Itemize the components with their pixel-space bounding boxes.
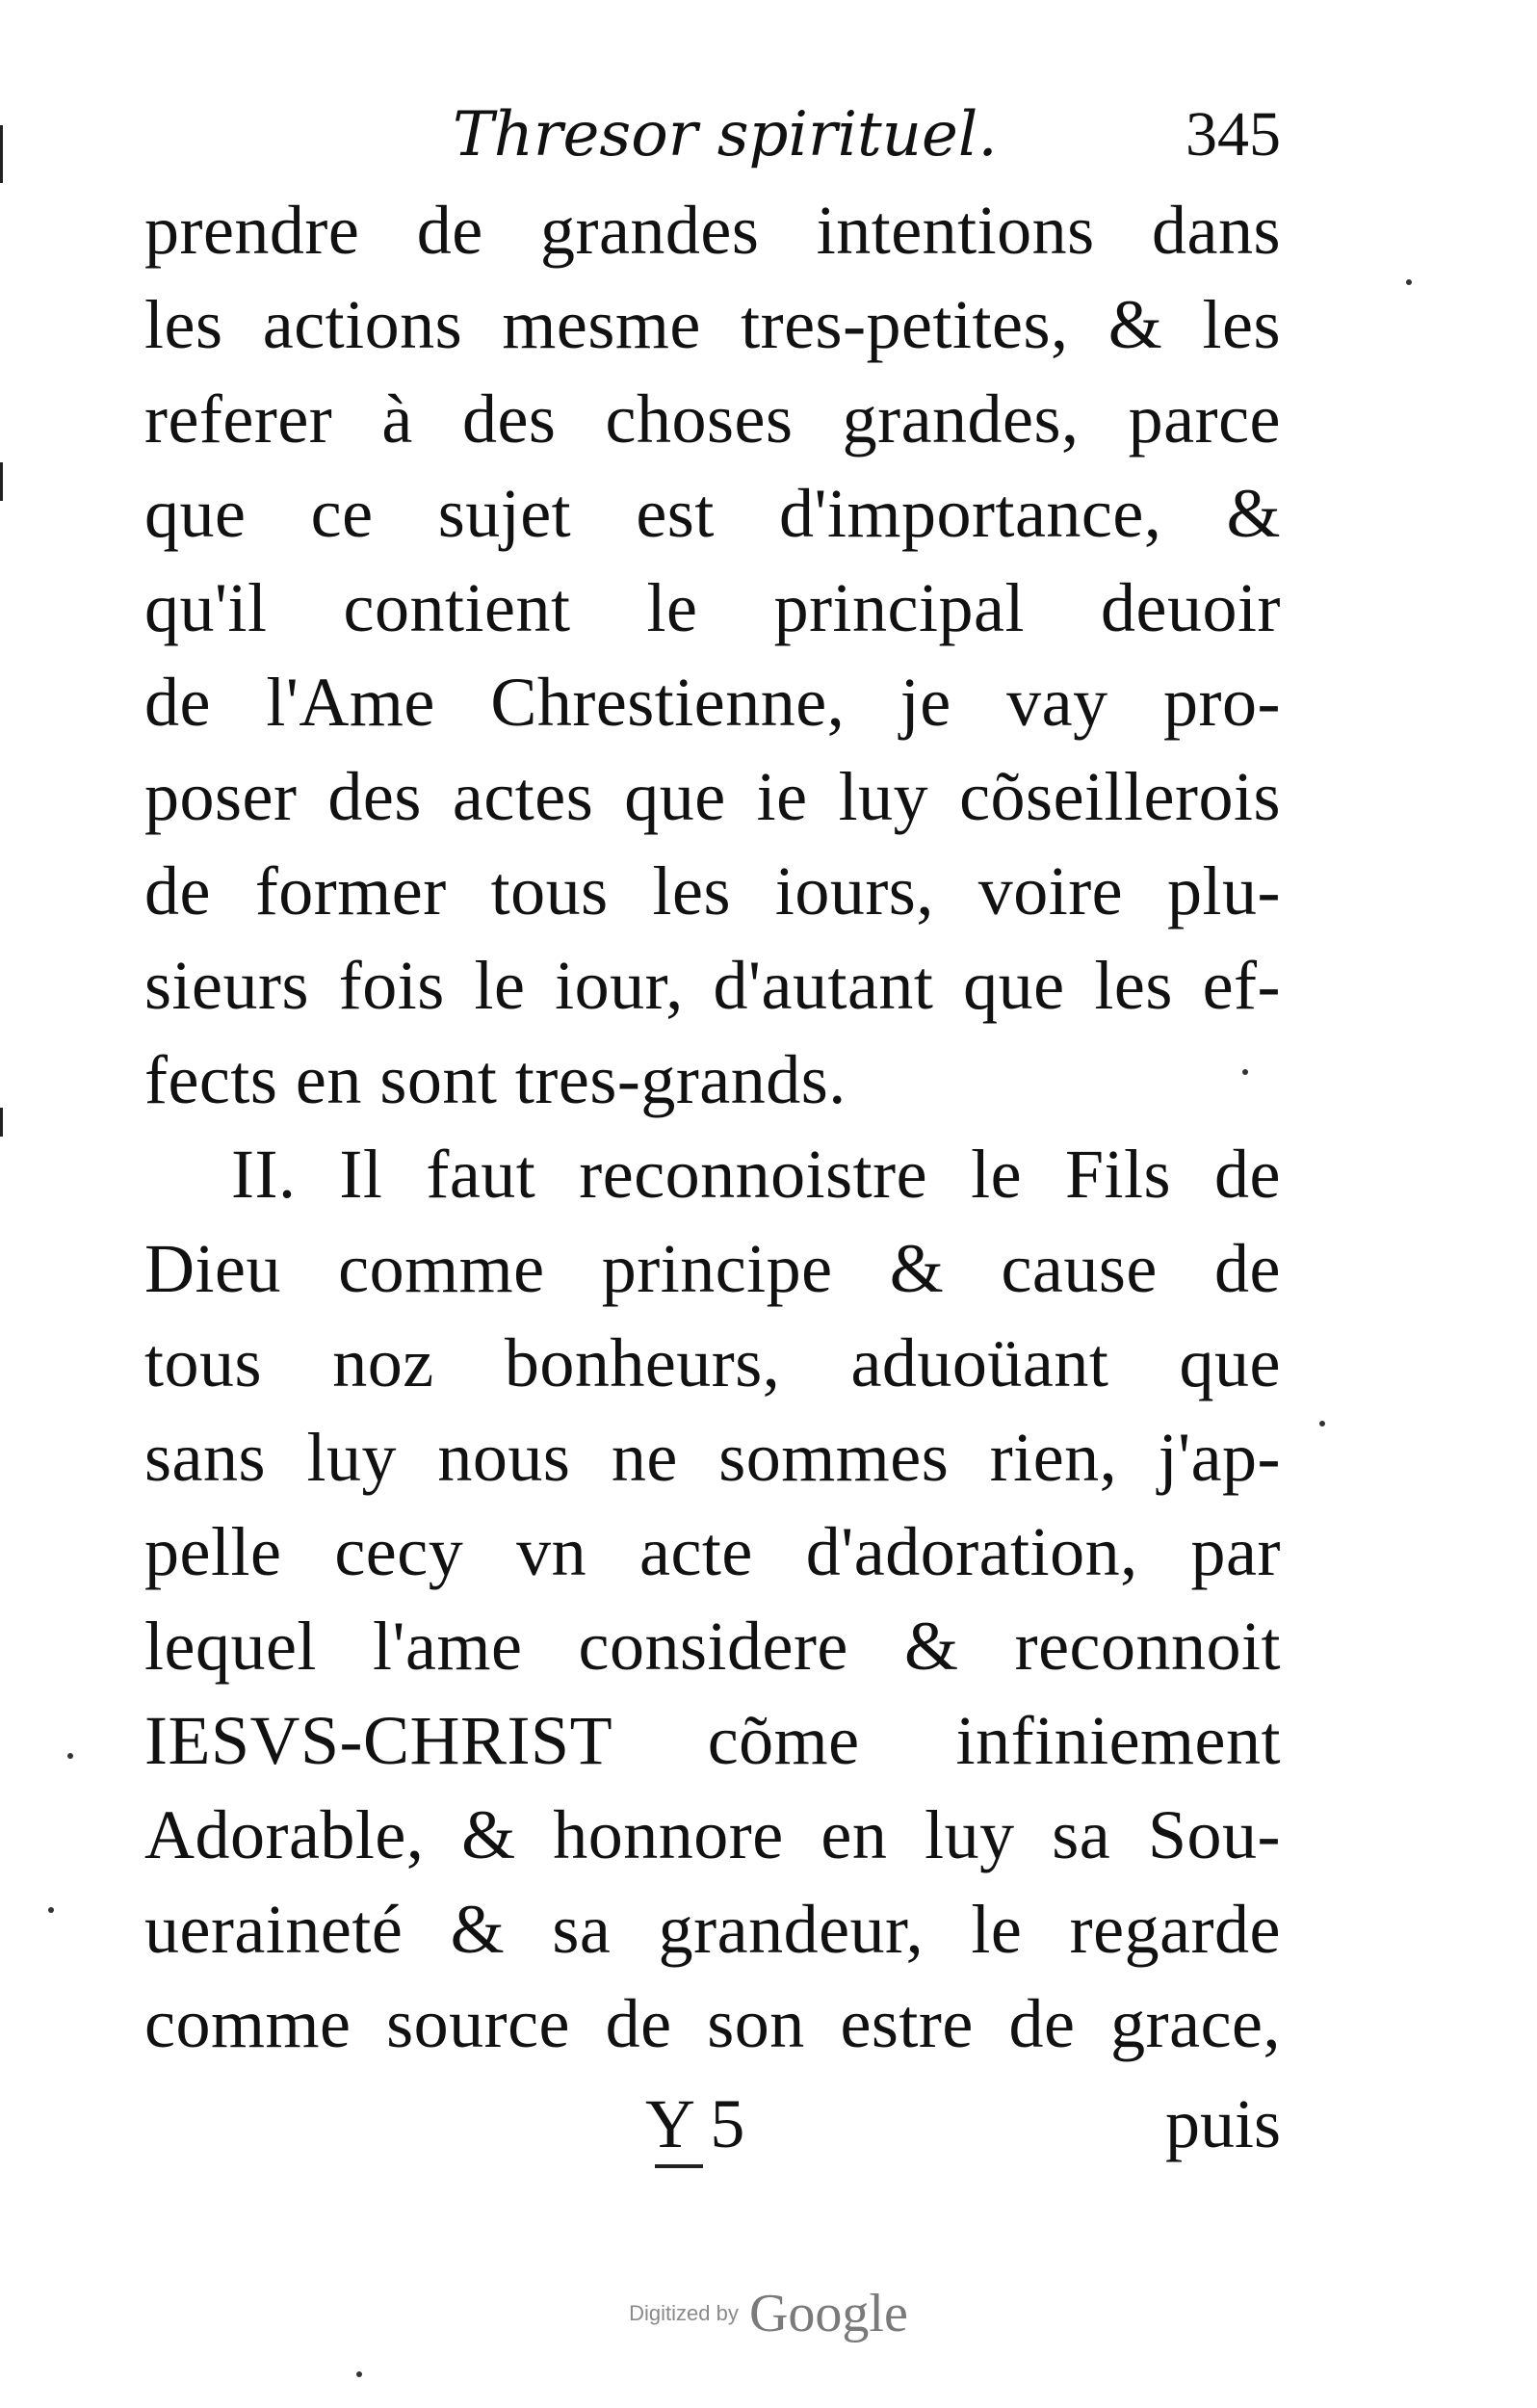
running-head [144, 92, 1281, 178]
text-line: de l'Ame Chrestienne, je vay pro- [144, 664, 1281, 741]
text-line: de former tous les iours, voire plu- [144, 852, 1281, 929]
text-line: referer à des choses grandes, parce [144, 380, 1281, 458]
text-line: ueraineté & sa grandeur, le regarde [144, 1891, 1281, 1968]
google-logo: Google [748, 2284, 908, 2343]
running-title: Thresor spirituel. [453, 99, 998, 170]
text-line: que ce sujet est d'importance, & [144, 475, 1281, 552]
ink-speck [1406, 279, 1412, 285]
text-line: comme source de son estre de grace, [144, 1985, 1281, 2062]
text-line: lequel l'ame considere & reconnoit [144, 1608, 1281, 1685]
digitized-prefix: Digitized by [629, 2301, 739, 2325]
scan-edge-mark [0, 462, 3, 501]
signature-underline [655, 2164, 703, 2168]
text-line: prendre de grandes intentions dans [144, 192, 1281, 269]
ink-speck [1242, 1069, 1248, 1075]
signature-mark: Y 5 [645, 2085, 745, 2162]
text-line: fects en sont tres-grands. [144, 1041, 847, 1118]
ink-speck [67, 1753, 73, 1759]
text-line: IESVS-CHRIST cõme infiniement [144, 1702, 1281, 1779]
page-number: 345 [1185, 99, 1281, 170]
text-line: Dieu comme principe & cause de [144, 1230, 1281, 1307]
text-line: pelle cecy vn acte d'adoration, par [144, 1513, 1281, 1590]
ink-speck [1319, 1421, 1325, 1426]
text-line: les actions mesme tres-petites, & les [144, 286, 1281, 363]
ink-speck [356, 2371, 362, 2377]
page-footer [144, 2076, 1281, 2172]
text-line: qu'il contient le principal deuoir [144, 569, 1281, 646]
scan-edge-mark [0, 1108, 3, 1137]
text-line: II. Il faut reconnoistre le Fils de [231, 1136, 1281, 1213]
digitized-watermark [0, 2283, 1537, 2344]
ink-speck [48, 1907, 54, 1913]
text-line: tous noz bonheurs, aduoüant que [144, 1324, 1281, 1401]
text-line: Adorable, & honnore en luy sa Sou- [144, 1796, 1281, 1873]
scan-edge-mark [0, 125, 3, 183]
text-line: poser des actes que ie luy cõseillerois [144, 758, 1281, 835]
text-line: sieurs fois le iour, d'autant que les ef- [144, 947, 1281, 1024]
body-text [144, 183, 1281, 2071]
catchword: puis [1164, 2085, 1281, 2162]
text-line: sans luy nous ne sommes rien, j'ap- [144, 1419, 1281, 1496]
